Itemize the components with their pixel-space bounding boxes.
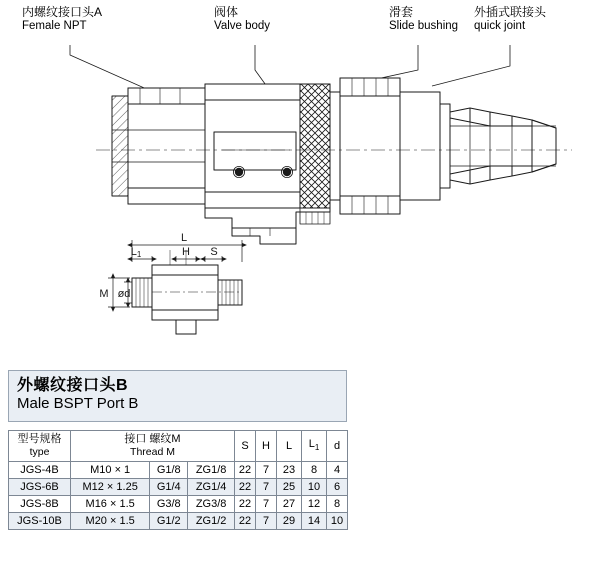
- port-b-elevation: [132, 250, 242, 334]
- valve-body-section: [205, 84, 330, 208]
- callout-female-npt-cn: 内螺纹接口头A: [22, 5, 103, 19]
- cell-d: 8: [327, 496, 348, 513]
- cell-L1: 8: [302, 462, 327, 479]
- cell-g: G3/8: [150, 496, 188, 513]
- callout-valve-body-cn: 阀体: [214, 5, 239, 19]
- cell-zg: ZG1/8: [188, 462, 235, 479]
- header-type: [9, 431, 71, 462]
- cell-g: G1/2: [150, 513, 188, 530]
- header-d: d: [327, 431, 348, 462]
- dim-S-label: S: [210, 246, 218, 258]
- dim-M-label: M: [99, 288, 109, 300]
- table-row: [9, 496, 348, 513]
- cell-m: M20 × 1.5: [71, 513, 150, 530]
- cell-S: 22: [235, 479, 256, 496]
- cell-S: 22: [235, 513, 256, 530]
- table-body: [9, 462, 348, 530]
- table-row: [9, 462, 348, 479]
- cell-m: M12 × 1.25: [71, 479, 150, 496]
- dim-L1-label: L1: [130, 246, 142, 259]
- stem-profile: [205, 204, 330, 244]
- dim-d-label: ød: [117, 288, 131, 300]
- header-L: L: [277, 431, 302, 462]
- cell-type: JGS-10B: [9, 513, 71, 530]
- cell-g: G1/8: [150, 462, 188, 479]
- header-type-en: type: [29, 446, 50, 458]
- cell-g: G1/4: [150, 479, 188, 496]
- cell-S: 22: [235, 462, 256, 479]
- spec-table: [8, 430, 348, 530]
- header-S: S: [235, 431, 256, 462]
- header-thread-en: Thread M: [130, 446, 175, 458]
- cell-L: 25: [277, 479, 302, 496]
- cell-H: 7: [256, 496, 277, 513]
- cell-L: 29: [277, 513, 302, 530]
- callout-quick-joint-en: quick joint: [474, 19, 526, 32]
- cell-d: 4: [327, 462, 348, 479]
- cell-zg: ZG1/4: [188, 479, 235, 496]
- dim-H-label: H: [182, 246, 190, 258]
- callout-slide-bushing-cn: 滑套: [389, 5, 414, 19]
- titleblock-en: Male BSPT Port B: [17, 395, 139, 412]
- callout-quick-joint-cn: 外插式联接头: [474, 5, 547, 19]
- cell-type: JGS-8B: [9, 496, 71, 513]
- cell-m: M16 × 1.5: [71, 496, 150, 513]
- cell-zg: ZG3/8: [188, 496, 235, 513]
- cell-H: 7: [256, 479, 277, 496]
- titleblock: [8, 370, 347, 422]
- slide-bushing-section: [330, 78, 400, 214]
- cell-L1: 10: [302, 479, 327, 496]
- cell-d: 6: [327, 479, 348, 496]
- cell-H: 7: [256, 462, 277, 479]
- cell-type: JGS-4B: [9, 462, 71, 479]
- cell-L1: 14: [302, 513, 327, 530]
- cell-L1: 12: [302, 496, 327, 513]
- titleblock-cn: 外螺纹接口头B: [17, 377, 129, 394]
- cell-S: 22: [235, 496, 256, 513]
- cell-m: M10 × 1: [71, 462, 150, 479]
- dim-L-label: L: [180, 232, 188, 244]
- callout-female-npt-en: Female NPT: [22, 19, 87, 32]
- table-row: [9, 513, 348, 530]
- header-H: H: [256, 431, 277, 462]
- cell-type: JGS-6B: [9, 479, 71, 496]
- callout-valve-body-en: Valve body: [214, 19, 271, 32]
- callout-slide-bushing-en: Slide bushing: [389, 19, 459, 32]
- quick-joint-section: [400, 92, 556, 200]
- header-type-cn: 型号规格: [17, 433, 62, 445]
- header-thread: [71, 431, 235, 462]
- female-npt-section: [112, 88, 205, 204]
- header-L1: $L_1$: [302, 431, 327, 462]
- table-row: [9, 479, 348, 496]
- cell-d: 10: [327, 513, 348, 530]
- table-header-row: [9, 431, 348, 462]
- cell-L: 27: [277, 496, 302, 513]
- cell-H: 7: [256, 513, 277, 530]
- cell-L: 23: [277, 462, 302, 479]
- cell-zg: ZG1/2: [188, 513, 235, 530]
- header-thread-cn: 接口 螺纹M: [124, 433, 181, 445]
